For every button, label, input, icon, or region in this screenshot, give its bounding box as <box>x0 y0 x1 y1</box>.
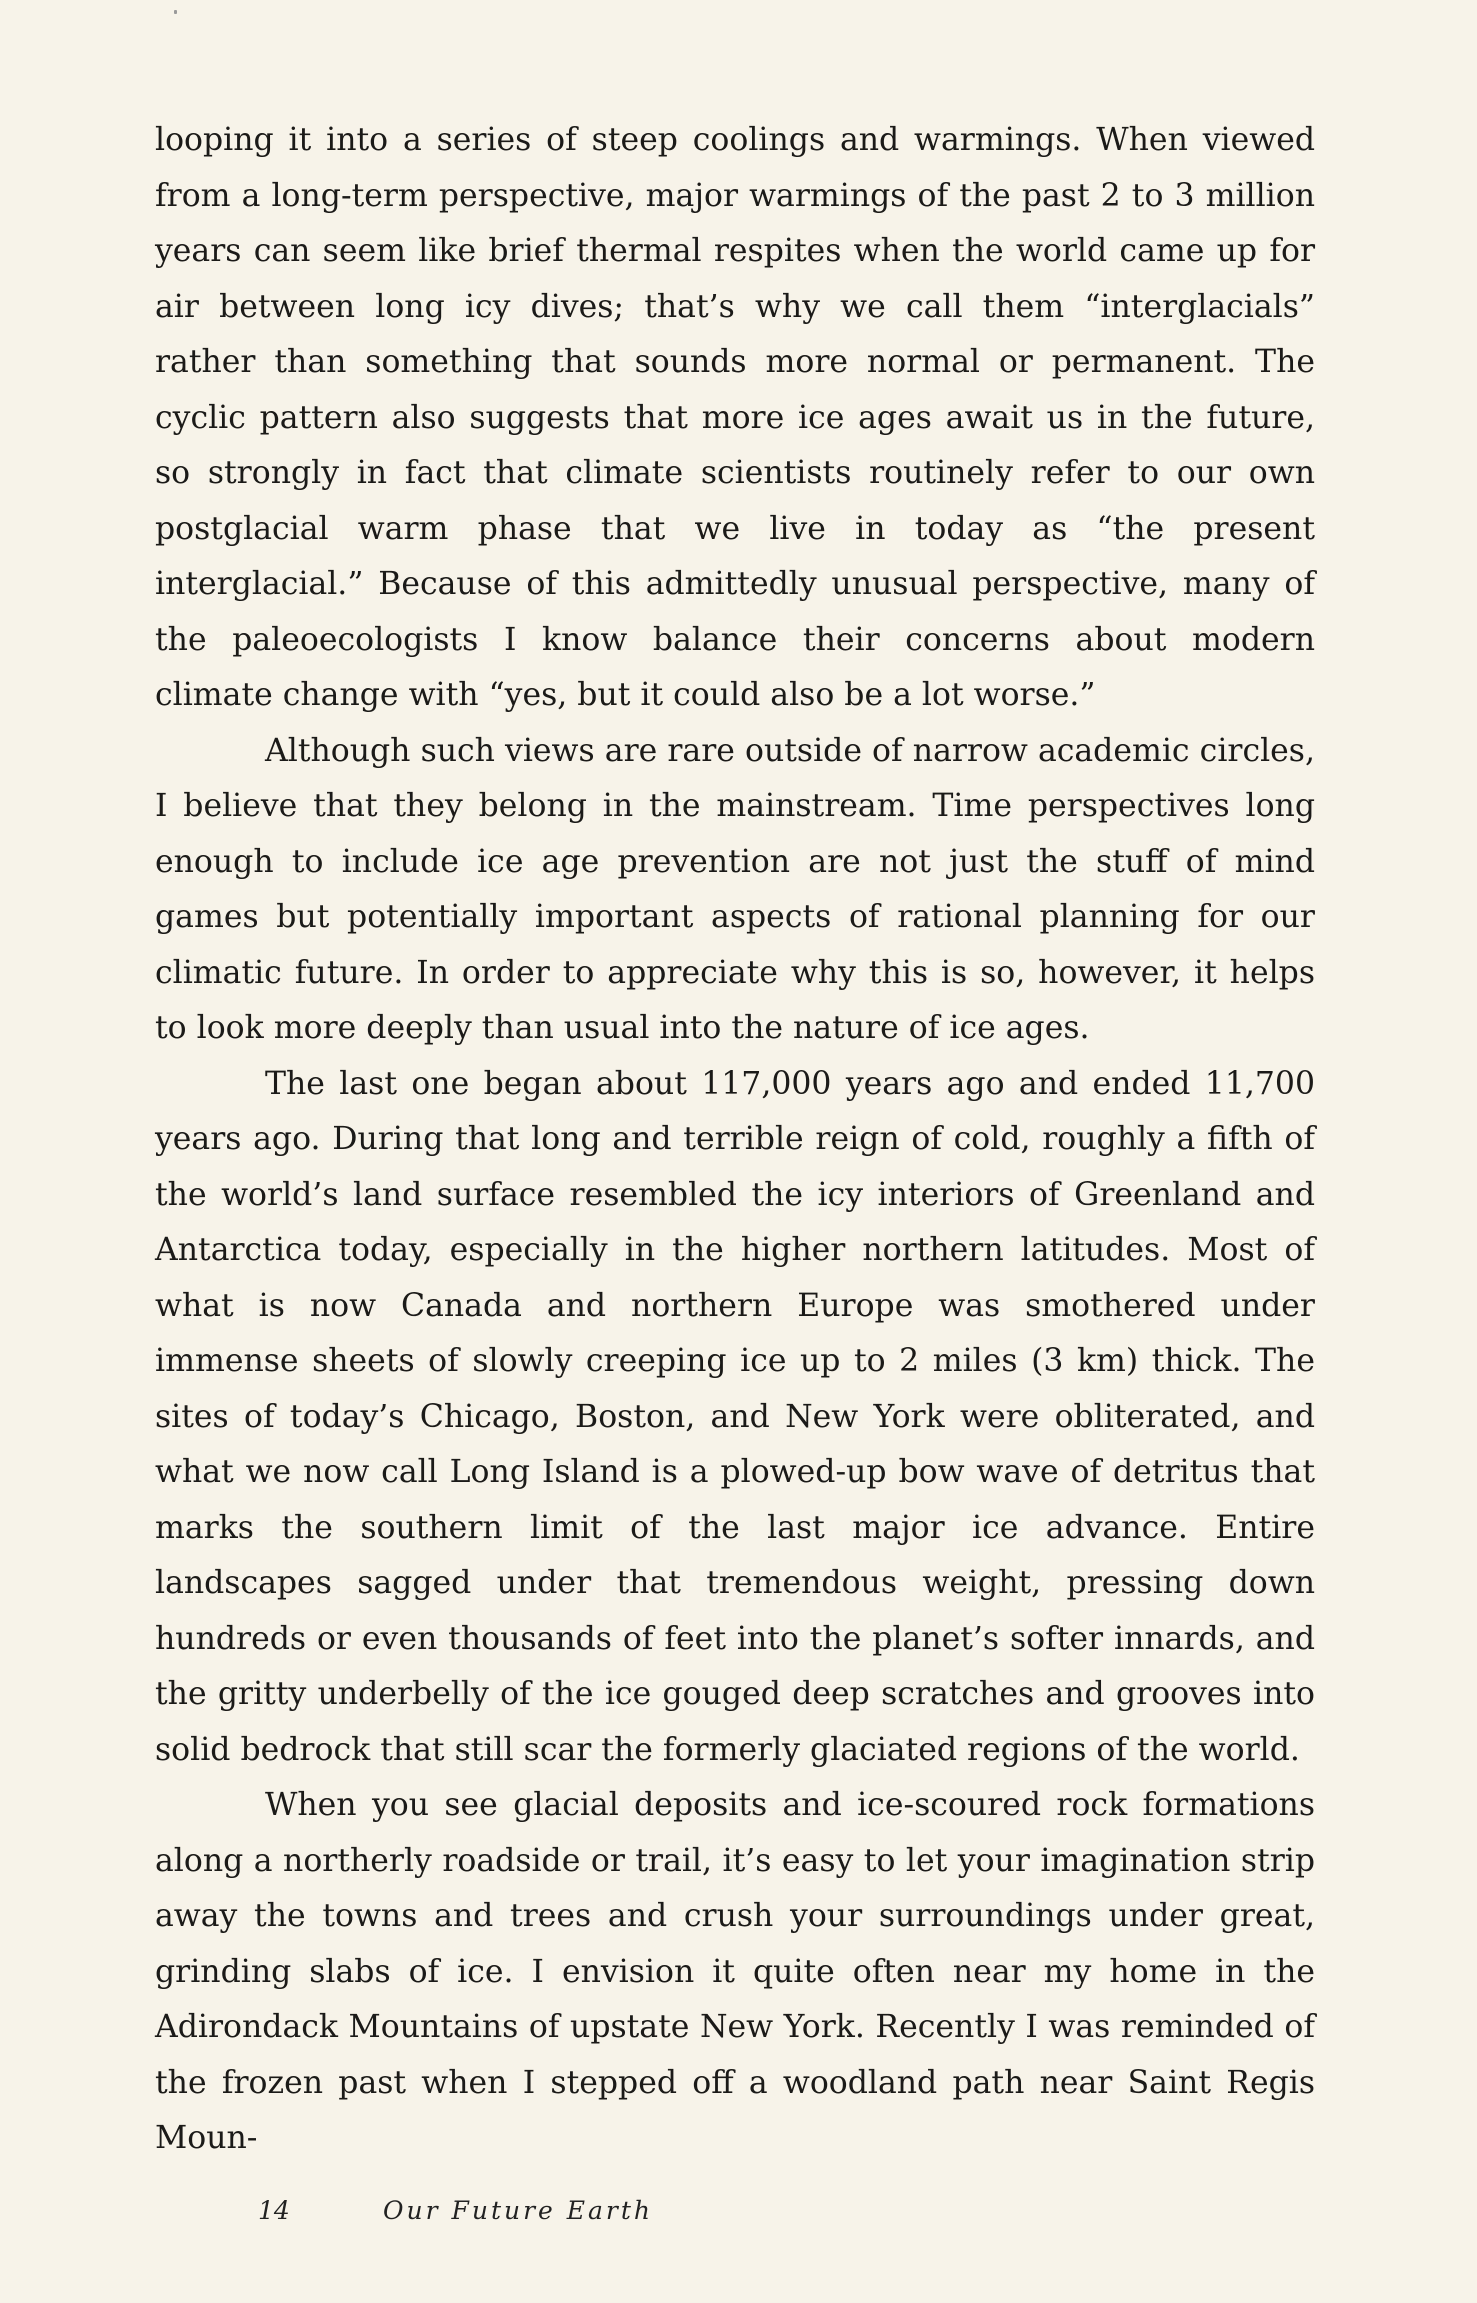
page-footer <box>0 2196 1477 2236</box>
paper-speck <box>174 10 177 14</box>
paragraph-4: When you see glacial deposits and ice-scoured rock formations along a northerly roadside or trail, it’s easy to let your imagination strip away the towns and trees and crush your surroundings under great, grinding slabs of ice. I envision it quite often near my home in the Adirondack Mountains of upstate New York. Recently I was reminded of the frozen past when I stepped off a woodland path near Saint Regis Moun- <box>155 1787 1315 2156</box>
running-title: Our Future Earth <box>383 2196 654 2225</box>
body-text <box>155 113 1315 2167</box>
paragraph-2: Although such views are rare outside of narrow academic circles, I believe that they belong in the mainstream. Time perspectives long enough to include ice age prevention are not just the stuff of mind games but potentially important aspects of rational planning for our climatic future. In order to appreciate why this is so, however, it helps to look more deeply than usual into the nature of ice ages. <box>155 732 1315 1046</box>
paragraph-1: looping it into a series of steep coolings and warmings. When viewed from a long-term perspective, major warmings of the past 2 to 3 million years can seem like brief thermal respites when the world came up for air between long icy dives; that’s why we call them “interglacials” rather than something that sounds more normal or permanent. The cyclic pattern also suggests that more ice ages await us in the future, so strongly in fact that climate scientists routinely refer to our own postglacial warm phase that we live in today as “the present interglacial.” Because of this admittedly unusual perspective, many of the paleoecologists I know balance their concerns about modern climate change with “yes, but it could also be a lot worse.” <box>155 122 1315 713</box>
page-number: 14 <box>258 2196 290 2225</box>
paragraph-3: The last one began about 117,000 years ago and ended 11,700 years ago. During that long and terrible reign of cold, roughly a fifth of the world’s land surface resembled the icy interiors of Greenland and Antarctica today, especially in the higher northern latitudes. Most of what is now Canada and northern Europe was smothered under immense sheets of slowly creeping ice up to 2 miles (3 km) thick. The sites of today’s Chicago, Boston, and New York were obliterated, and what we now call Long Island is a plowed-up bow wave of detritus that marks the southern limit of the last major ice advance. Entire landscapes sagged under that tremendous weight, pressing down hundreds or even thousands of feet into the planet’s softer innards, and the gritty underbelly of the ice gouged deep scratches and grooves into solid bedrock that still scar the formerly glaciated regions of the world. <box>155 1065 1315 1768</box>
